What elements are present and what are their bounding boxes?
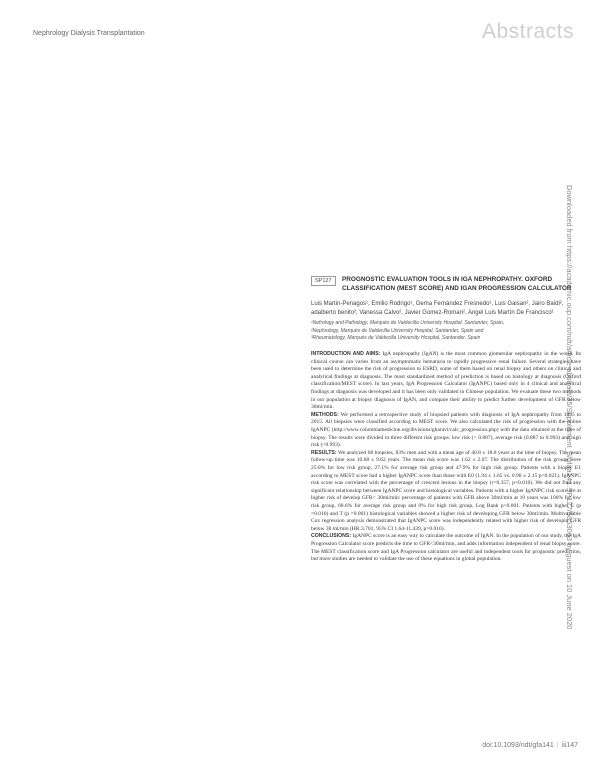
methods-paragraph bbox=[311, 412, 581, 450]
conclusions-text: IgANPC score is an easy way to calculate the outcome of IgAN. In the population of our study, the IgA Progression Calculator score predicts the time to GFR<30ml/min, and adds information independent of renal biopsy score. The MEST classification score and IgA Progression calculator are useful and independent tools for prognostic prediction, but more studies are needed to validate the use of these equations in global population. bbox=[311, 533, 581, 563]
author-list: Luis Martin-Penagos¹, Emilio Rodrigo¹, Gema Fernández Fresnedo¹, Luis Gaisan², Jairo Baldi², adalberto benito², Vanessa Calvo², Javier Gomez-Roman², Angel Luis Martín De Francisco¹ bbox=[311, 301, 564, 316]
abstract-block bbox=[311, 276, 581, 564]
methods-text: We performed a retrospective study of biopsied patients with diagnosis of IgA nephropathy from 1995 to 2015. All biopsies were classified according to MEST score. We also calculated the risk of progression with the online IgANPC (http://www.columbiamedicine.org/divisions/gharavi/calc_progression.php) with the data obtained at the time of biopsy. The results were divided in three different risk groups: low risk (< 0.887), average risk (0.887 to 0.993) and high risk (>0.993). bbox=[311, 411, 581, 449]
results-text: We analyzed 68 biopsies, 83% men and with a mean age of 40.8 ± 18.8 years at the time of biopsy. The mean follow-up time was 10.68 ± 9.62 years. The mean risk score was 1.62 ± 2.07. The distribution of the risk groups were 25.0% for low risk group, 27.1% for average risk group and 47.9% for high risk group. Patients with a biopsy E1 according to MEST score had a higher IgANPC score than those with E0 (1.94 ± 1.65 vs. 0.90 ± 2.15 p=0.021). IgANPC risk score was correlated with the percentage of crescent lesions in the biopsy (r=0.357, p=0.010). We did not find any significant relationship between IgANPC score and histological variables. Patients with a higher IgANPC risk score are at higher risk of develop GFR< 30ml/min: percentage of patients with GFR above 30ml/min at 10 years was 100% for low risk group, 68.6% for average risk group and 0% for high risk group, Log Rank p<0.001. Patients with higher E (p =0.016) and T (p =0.001) histological variables showed a higher risk of developing GFR below 30ml/min. Multivariable Cox regression analysis demonstrated that IgANPC score was independently related with higher risk of developin GFR below 30 ml/min (HR:3.701, 95% CI 1.64-11.439, p=0.016). bbox=[311, 449, 581, 532]
intro-paragraph bbox=[311, 351, 581, 412]
results-paragraph bbox=[311, 450, 581, 534]
page-footer bbox=[482, 742, 578, 749]
conclusions-label: CONCLUSIONS: bbox=[311, 533, 352, 540]
intro-text: IgA nephropathy (IgAN) is the most common glomerular nephropathy in the world. Its clinical course can varies from an asymptomatic hematuria to rapidly progressive renal failure. Several strategies have been used to determine the risk of progression to ESRD, some of them based on renal biopsy and others on clinical and analytical findings at diagnosis. The most standardized method of prediction is based on histology at diagnosis (Oxford classification/MEST score). In last years, IgA Progression Calculator (IgANPC) based only in 4 clinical and analytical findings at diagnosis was developed and it has been only validated in Chinese population. We evaluate these two methods in our population at biopsy diagnosis of IgAN, and compare their ability to predict further development of GFR below 30ml/min. bbox=[311, 351, 581, 411]
abstract-body bbox=[311, 351, 581, 564]
footer-separator: | bbox=[556, 742, 559, 749]
doi-link[interactable]: doi:10.1093/ndt/gfa141 bbox=[482, 742, 554, 749]
conclusions-paragraph bbox=[311, 533, 581, 563]
affiliation-list bbox=[311, 320, 581, 342]
download-note[interactable]: Downloaded from https://academic.oup.com/ndt/article-abstract/35/Supplement_3/gfaa141.SP127/5853063 by guest on 10 June 2020 bbox=[565, 185, 574, 630]
results-label: RESULTS: bbox=[311, 449, 337, 456]
affiliation-item: ¹Nefrology and Pathology, Marqués de Valdecilla University Hospital, Santander, Spain, bbox=[311, 320, 505, 327]
methods-label: METHODS: bbox=[311, 411, 339, 418]
abstract-code-badge: SP127 bbox=[311, 276, 336, 286]
page-number: iii147 bbox=[561, 742, 578, 749]
affiliation-item: ²Nephrology, Marqués de Valdecilla University Hospital, Santander, Spain and bbox=[311, 327, 484, 334]
abstract-title: PROGNOSTIC EVALUATION TOOLS IN IGA NEPHROPATHY. OXFORD CLASSIFICATION (MEST SCORE) AND IGAN PROGRESSION CALCULATOR bbox=[342, 276, 572, 292]
section-heading: Abstracts bbox=[481, 20, 574, 43]
affiliation-item: ³Rheumatology, Marqués de Valdecilla University Hospital, Santander, Spain bbox=[311, 334, 481, 341]
journal-name: Nephrology Dialysis Transplantation bbox=[33, 30, 145, 37]
intro-label: INTRODUCTION AND AIMS: bbox=[311, 351, 381, 358]
